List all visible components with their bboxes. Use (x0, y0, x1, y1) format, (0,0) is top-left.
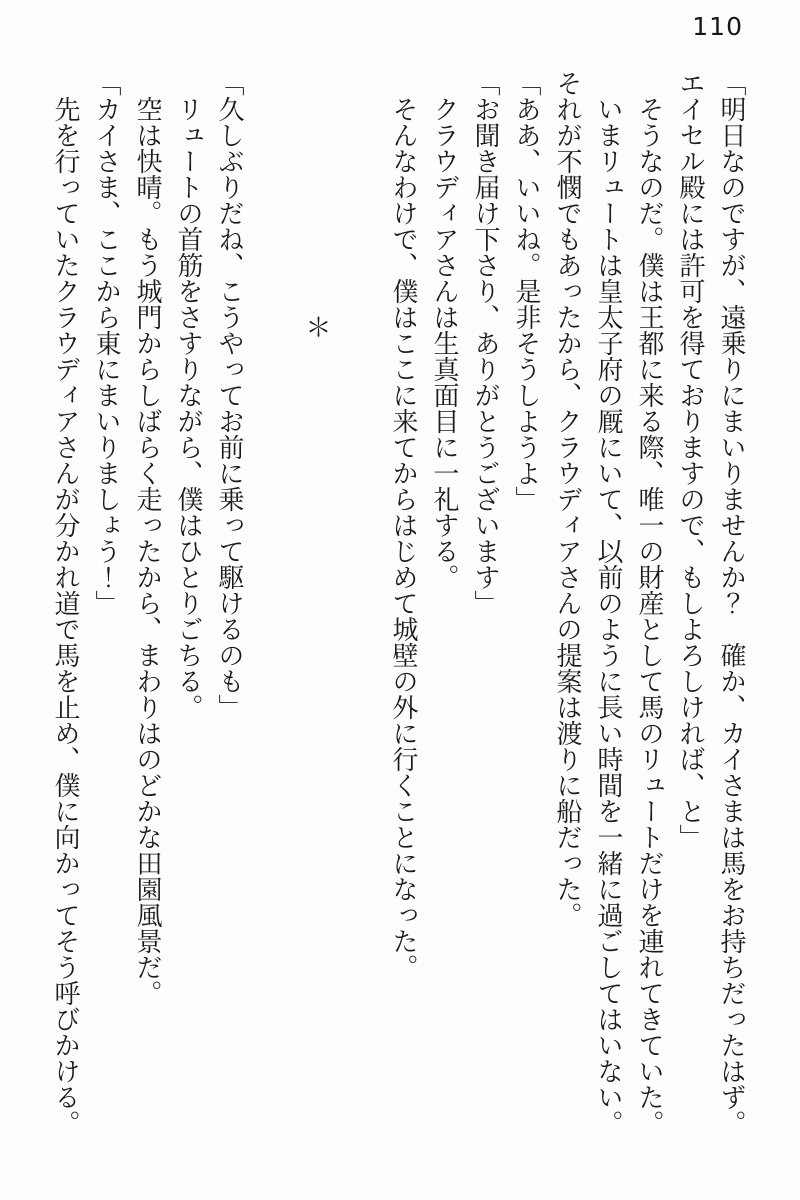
text-column: そんなわけで、僕はここに来てからはじめて城壁の外に行くことになった。 (388, 96, 418, 980)
text-column: エイセル殿には許可を得ておりますので、もしよろしければ、と」 (675, 70, 705, 850)
text-column: 「久しぶりだね、こうやってお前に乗って駆けるのも」 (214, 70, 244, 720)
text-column: 「お聞き届け下さり、ありがとうございます」 (470, 70, 500, 616)
text-column: 「カイさま、ここから東にまいりましょう！」 (91, 70, 121, 616)
text-column: いまリュートは皇太子府の厩にいて、以前のように長い時間を一緒に過ごしてはいない。 (593, 96, 623, 1136)
text-column: 「明日なのですが、遠乗りにまいりませんか？ 確か、カイさまは馬をお持ちだったはず。 (716, 70, 746, 1136)
text-column: そうなのだ。僕は王都に来る際、唯一の財産として馬のリュートだけを連れてきていた。 (634, 96, 664, 1136)
text-column: 空は快晴。もう城門からしばらく走ったから、まわりはのどかな田園風景だ。 (132, 96, 162, 1006)
text-column: 先を行っていたクラウディアさんが分かれ道で馬を止め、僕に向かってそう呼びかける。 (50, 96, 80, 1136)
text-column: 「ああ、いいね。是非そうしようよ」 (511, 70, 541, 512)
text-column: クラウディアさんは生真面目に一礼する。 (429, 96, 459, 590)
scene-break-marker: ＊ (301, 314, 331, 340)
text-column: リュートの首筋をさすりながら、僕はひとりごちる。 (173, 96, 203, 720)
text-column: それが不憫でもあったから、クラウディアさんの提案は渡りに船だった。 (552, 70, 582, 928)
page-number: 110 (692, 12, 743, 41)
vertical-text-block (44, 70, 751, 1155)
